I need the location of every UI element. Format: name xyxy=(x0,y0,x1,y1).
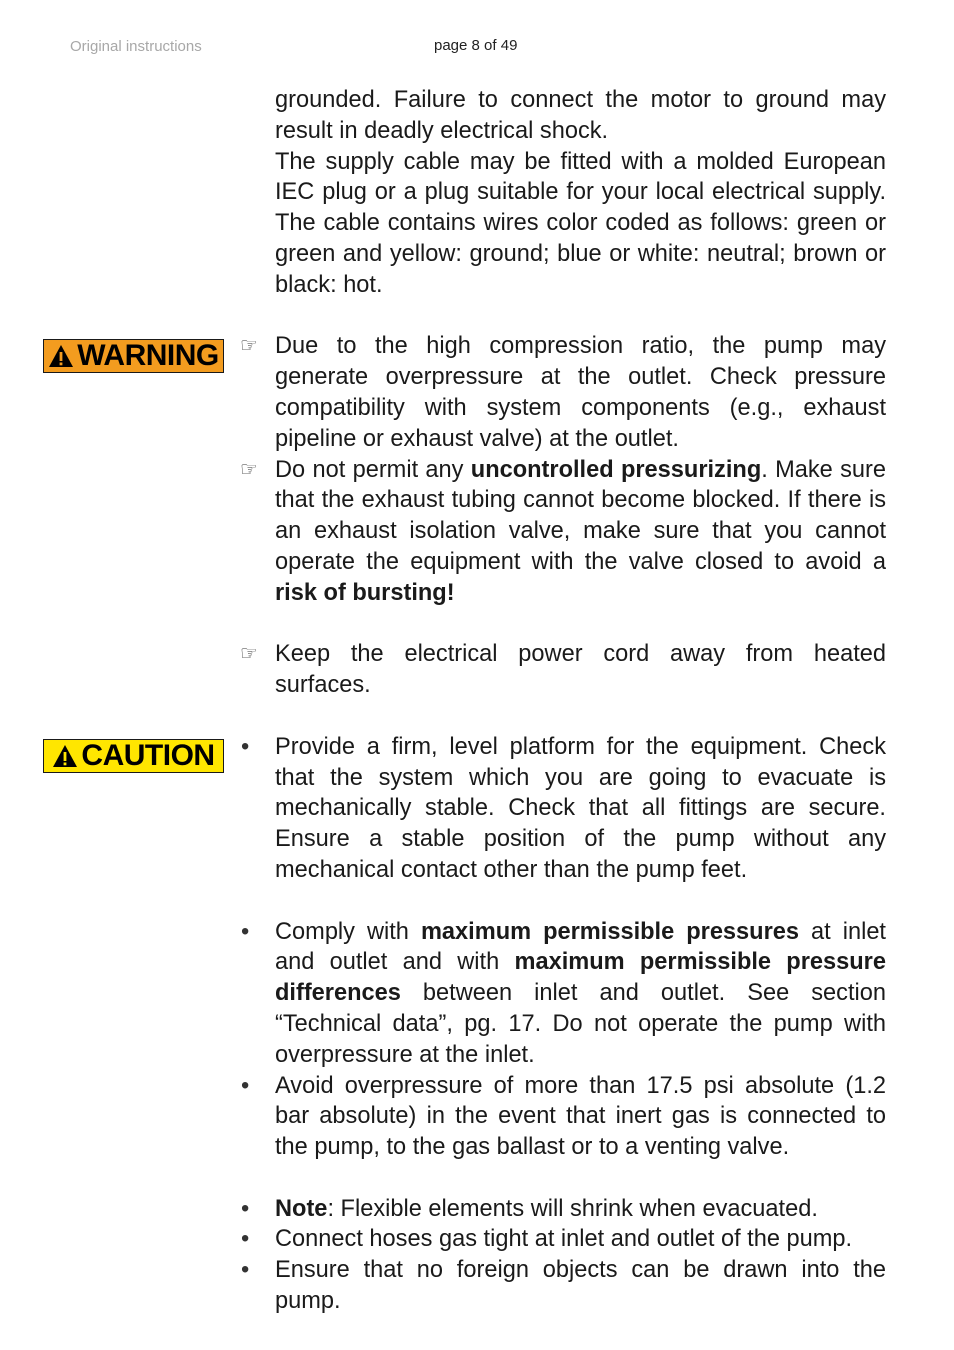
item-emphasis: uncontrolled pressurizing xyxy=(470,456,762,483)
bullet: • xyxy=(241,733,250,760)
caution-item-note xyxy=(240,1194,886,1225)
warning-sign xyxy=(43,339,224,373)
item-text: Provide a firm, level platform for the equipment. Check that the system which you are going to evacuate is mechanically stable. Check that all fittings are secure. Ensure a stable position of the pump without any mechanical contact other than the pump feet. xyxy=(275,733,886,883)
item-emphasis: maximum permissible pressures xyxy=(420,918,800,945)
item-text: Connect hoses gas tight at inlet and outlet of the pump. xyxy=(275,1226,853,1253)
page-number: page 8 of 49 xyxy=(434,37,518,54)
bullet: • xyxy=(241,1072,250,1099)
item-text: : Flexible elements will shrink when evacuated. xyxy=(327,1195,818,1222)
item-emphasis: risk of bursting! xyxy=(275,579,455,606)
warning-triangle-icon xyxy=(52,744,78,768)
item-text: at inlet and outlet and with xyxy=(275,918,886,976)
warning-triangle-icon xyxy=(48,344,74,368)
item-text: Avoid overpressure of more than 17.5 psi absolute (1.2 bar absolute) in the event that inert gas is connected to the pump, to the gas ballast or to a venting valve. xyxy=(275,1072,886,1161)
pointing-hand-icon: ☞ xyxy=(240,458,258,481)
item-text: . Make sure that the exhaust tubing cannot become blocked. If there is an exhaust isolation valve, make sure that you cannot operate the equipment with the valve closed to avoid a xyxy=(275,456,886,575)
item-text: Comply with xyxy=(275,918,421,945)
caution-sign xyxy=(43,739,224,773)
warning-item-pressurizing xyxy=(240,455,886,609)
supply-cable-paragraph: The supply cable may be fitted with a molded European IEC plug or a plug suitable for your local electrical supply. The cable contains wires color coded as follows: green or green and yellow: ground; blue or white: neutral; brown or black: hot. xyxy=(275,148,886,298)
caution-label: CAUTION xyxy=(81,739,215,772)
caution-item-platform xyxy=(240,732,886,886)
caution-item-foreign-objects xyxy=(240,1255,886,1317)
item-text: Due to the high compression ratio, the pump may generate overpressure at the outlet. Check pressure compatibility with system components (e.g., exhaust pipeline or exhaust valve) at the outlet. xyxy=(275,333,886,452)
item-emphasis: maximum permissible pressure differences xyxy=(275,949,886,1007)
item-text: Ensure that no foreign objects can be drawn into the pump. xyxy=(275,1257,886,1315)
caution-item-pressures xyxy=(240,917,886,1071)
bullet: • xyxy=(241,1226,250,1253)
caution-item-hoses xyxy=(240,1224,886,1255)
warning-label: WARNING xyxy=(77,339,219,372)
item-text: Keep the electrical power cord away from heated surfaces. xyxy=(275,641,886,699)
intro-paragraph: grounded. Failure to connect the motor to ground may result in deadly electrical shock. xyxy=(275,87,886,144)
item-text: between inlet and outlet. See section “Technical data”, pg. 17. Do not operate the pump with overpressure at the inlet. xyxy=(275,980,886,1068)
warning-item-power-cord xyxy=(240,639,886,701)
pointing-hand-icon: ☞ xyxy=(240,643,258,666)
item-text: Do not permit any xyxy=(275,456,471,483)
bullet: • xyxy=(241,1195,250,1222)
header-document-type: Original instructions xyxy=(70,38,202,55)
warning-item-overpressure xyxy=(240,331,886,454)
bullet: • xyxy=(241,1257,250,1284)
page-body xyxy=(240,85,886,1317)
note-label: Note xyxy=(275,1195,328,1222)
pointing-hand-icon: ☞ xyxy=(240,335,258,358)
caution-item-inert-gas xyxy=(240,1071,886,1163)
bullet: • xyxy=(241,918,250,945)
